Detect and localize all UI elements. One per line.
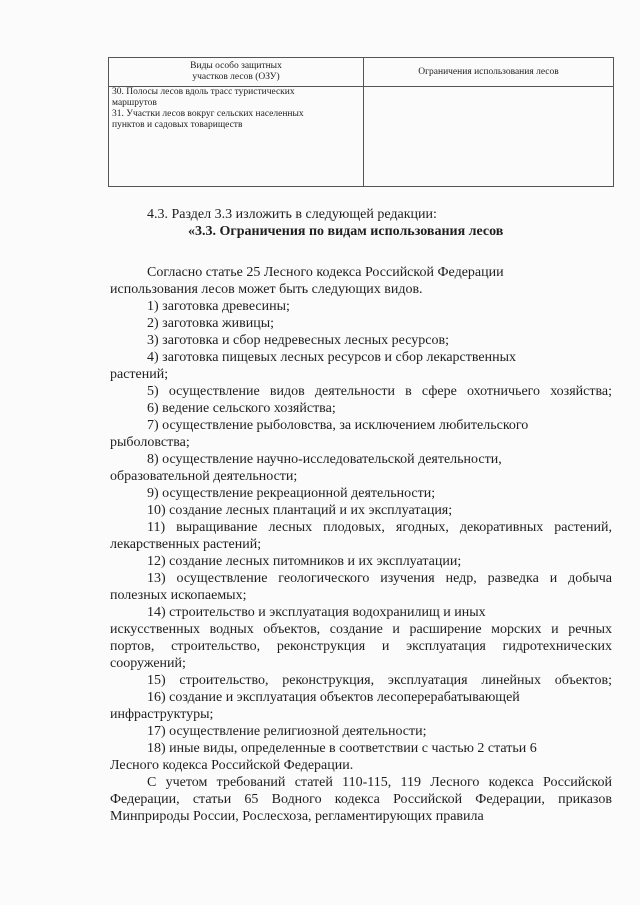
ozu-table <box>108 57 614 187</box>
list-item: 14) строительство и эксплуатация водохранилищ и иных <box>147 605 486 620</box>
list-item-cont: лекарственных растений; <box>110 537 262 552</box>
intro-line-1: Согласно статье 25 Лесного кодекса Российской Федерации <box>147 265 504 280</box>
closing-line-3: Минприроды России, Рослесхоза, регламентирующих правила <box>110 809 484 824</box>
list-item: 1) заготовка древесины; <box>147 299 290 314</box>
header-col1-line1: Виды особо защитных <box>190 61 282 71</box>
table-cell-ozu-types <box>109 87 364 187</box>
list-item-cont: растений; <box>110 367 169 382</box>
closing-line-1: С учетом требований статей 110-115, 119 Лесного кодекса Российской <box>147 775 612 790</box>
list-item: 6) ведение сельского хозяйства; <box>147 401 336 416</box>
section-intro: 4.3. Раздел 3.3 изложить в следующей редакции: <box>147 207 437 222</box>
list-item-cont: портов, строительство, реконструкция и эксплуатация гидротехнических <box>110 639 612 654</box>
list-item-cont: инфраструктуры; <box>110 707 214 722</box>
list-item: 5) осуществление видов деятельности в сфере охотничьего хозяйства; <box>147 384 612 399</box>
list-item: 8) осуществление научно-исследовательской деятельности, <box>147 452 502 467</box>
list-item: 13) осуществление геологического изучения недр, разведка и добыча <box>147 571 612 586</box>
list-item: 18) иные виды, определенные в соответствии с частью 2 статьи 6 <box>147 741 537 756</box>
table-header-row <box>109 58 614 87</box>
list-item-cont: искусственных водных объектов, создание и расширение морских и речных <box>110 622 612 637</box>
list-item-cont: образовательной деятельности; <box>110 469 298 484</box>
list-item: 12) создание лесных питомников и их эксплуатации; <box>147 554 462 569</box>
list-item-text: 4) заготовка пищевых лесных ресурсов и сбор лекарственных <box>147 350 517 365</box>
list-item-cont: рыболовства; <box>110 435 190 450</box>
table-cell-line: 30. Полосы лесов вдоль трасс туристических <box>112 87 295 97</box>
list-item-cont: Лесного кодекса Российской Федерации. <box>110 758 354 773</box>
table-cell-line: маршрутов <box>112 98 157 108</box>
list-item: 11) выращивание лесных плодовых, ягодных, декоративных растений, <box>147 520 612 535</box>
list-item <box>147 349 612 366</box>
table-header-col2: Ограничения использования лесов <box>364 58 614 87</box>
table-cell-restrictions <box>364 87 614 187</box>
list-item: 17) осуществление религиозной деятельности; <box>147 724 427 739</box>
list-item: 3) заготовка и сбор недревесных лесных ресурсов; <box>147 333 449 348</box>
intro-line-2: использования лесов может быть следующих видов. <box>110 282 423 297</box>
closing-line-2: Федерации, статьи 65 Водного кодекса Российской Федерации, приказов <box>110 792 612 807</box>
header-col1-line2: участков лесов (ОЗУ) <box>192 72 280 82</box>
list-item: 7) осуществление рыболовства, за исключением любительского <box>147 418 529 433</box>
table-cell-line: пунктов и садовых товариществ <box>112 120 243 130</box>
list-item: 2) заготовка живицы; <box>147 316 275 331</box>
list-item: 16) создание и эксплуатация объектов лесоперерабатывающей <box>147 690 520 705</box>
table-header-col1 <box>109 58 364 87</box>
list-item: 9) осуществление рекреационной деятельности; <box>147 486 436 501</box>
list-item: 10) создание лесных плантаций и их эксплуатация; <box>147 503 453 518</box>
list-item: 15) строительство, реконструкция, эксплуатация линейных объектов; <box>147 673 612 688</box>
section-heading: «3.3. Ограничения по видам использования лесов <box>188 224 504 239</box>
table-cell-line: 31. Участки лесов вокруг сельских населенных <box>112 109 304 119</box>
table-row <box>109 87 614 187</box>
list-item-cont: сооружений; <box>110 656 186 671</box>
list-item-cont: полезных ископаемых; <box>110 588 247 603</box>
